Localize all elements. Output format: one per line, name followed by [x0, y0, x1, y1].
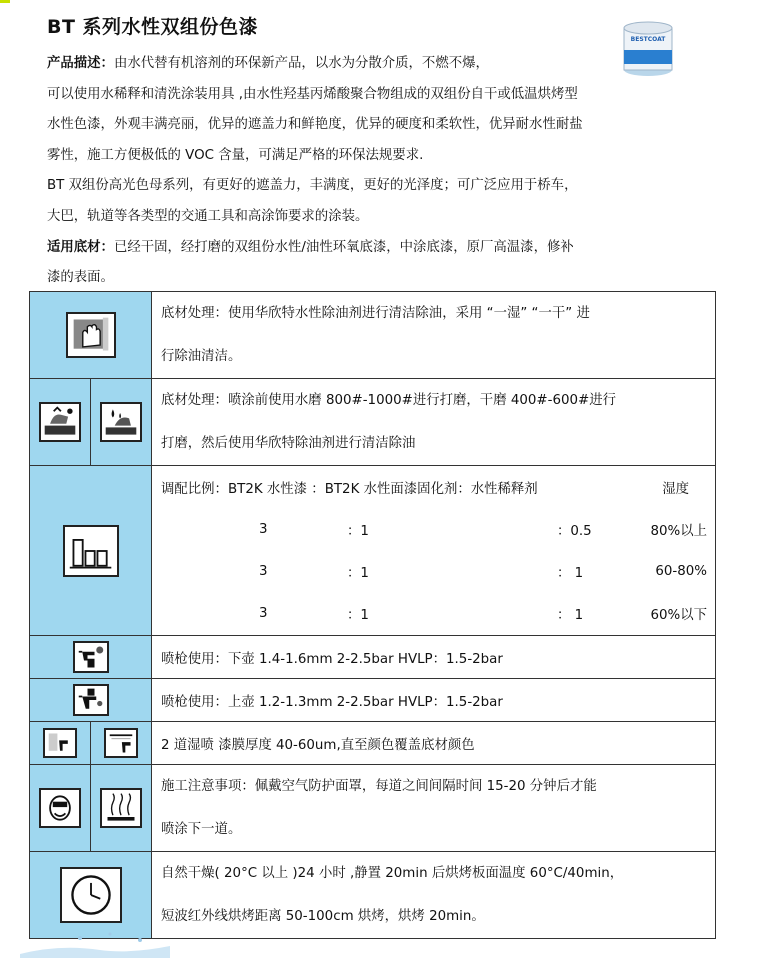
intro-section [47, 49, 707, 294]
table-row-mixing [30, 466, 716, 636]
icon-cell [30, 379, 91, 466]
cleaning-text: 底材处理：使用华欣特水性除油剂进行清洁除油，采用 “一湿” “一干” 进 行除油清洁。 [152, 292, 716, 379]
spray-coat-icon [43, 728, 77, 758]
substrate-label: 适用底材： [47, 239, 114, 255]
mixing-ratio-row: 3 ：1 ： 1 60%以下 [259, 606, 707, 623]
mixing-ratio-row: 3 ：1 ： 1 60-80% [259, 564, 707, 581]
table-row-notes [30, 765, 716, 852]
notes-text: 施工注意事项：佩戴空气防护面罩，每道之间间隔时间 15-20 分钟后才能 喷涂下一道。 [152, 765, 716, 852]
mixing-ratio-icon [63, 525, 119, 577]
spray-gun-upper-cup-icon [73, 684, 109, 716]
icon-cell [91, 379, 152, 466]
series-line-1: BT 双组份高光色母系列，有更好的遮盖力，丰满度，更好的光泽度；可广泛应用于桥车， [47, 178, 578, 194]
description-line-3: 水性色漆，外观丰满亮丽，优异的遮盖力和鲜艳度，优异的硬度和柔软性，优异耐水性耐盐 [47, 117, 583, 133]
table-row-drying [30, 852, 716, 939]
mixing-ratio-header: 调配比例：BT2K 水性漆 ：BT2K 水性面漆固化剂：水性稀释剂 湿度 [161, 482, 689, 497]
spray-gun-lower-cup-icon [73, 641, 109, 673]
table-row-coats [30, 722, 716, 765]
icon-cell [30, 852, 152, 939]
icon-cell [30, 636, 152, 679]
spray-gun-upper-text: 喷枪使用：上壶 1.2-1.3mm 2-2.5bar HVLP：1.5-2bar [152, 679, 716, 722]
icon-cell [30, 679, 152, 722]
application-spec-table [29, 291, 716, 939]
clock-icon [60, 867, 122, 923]
substrate-line-2: 漆的表面。 [47, 270, 114, 286]
substrate-line-1: 适用底材：已经干固，经打磨的双组份水性/油性环氧底漆，中涂底漆，原厂高温漆，修补 [47, 239, 574, 255]
table-row-sanding [30, 379, 716, 466]
icon-cell [30, 765, 91, 852]
table-row-spray-gun-upper [30, 679, 716, 722]
water-drop-sanding-icon [100, 402, 142, 442]
description-label: 产品描述： [47, 56, 114, 71]
description-line-2: 可以使用水稀释和清洗涂装用具 ,由水性羟基丙烯酸聚合物组成的双组份自干或低温烘烤型 [47, 86, 578, 102]
flash-off-icon [100, 788, 142, 828]
table-row-spray-gun-lower [30, 636, 716, 679]
drying-text: 自然干燥( 20°C 以上 )24 小时 ,静置 20min 后烘烤板面温度 60°C/40min， 短波红外线烘烤距离 50-100cm 烘烤，烘烤 20min。 [152, 852, 716, 939]
spray-booth-icon [104, 728, 138, 758]
respirator-mask-icon [39, 788, 81, 828]
icon-cell [91, 722, 152, 765]
series-line-2: 大巴，轨道等各类型的交通工具和高涂饰要求的涂装。 [47, 208, 369, 224]
sanding-text: 底材处理：喷涂前使用水磨 800#-1000#进行打磨，干磨 400#-600#进行 打磨，然后使用华欣特除油剂进行清洁除油 [152, 379, 716, 466]
mixing-ratio-text [152, 466, 716, 636]
icon-cell [30, 466, 152, 636]
page-title: BT 系列水性双组份色漆 [47, 16, 259, 38]
table-row-cleaning [30, 292, 716, 379]
description-line-1: 产品描述：由水代替有机溶剂的环保新产品，以水为分散介质，不燃不爆， [47, 56, 489, 71]
coats-text: 2 道湿喷 漆膜厚度 40-60um,直至颜色覆盖底材颜色 [152, 722, 716, 765]
hand-wipe-icon [66, 312, 116, 358]
water-splash-decoration [20, 930, 170, 958]
description-line-4: 雾性，施工方便极低的 VOC 含量，可满足严格的环保法规要求. [47, 147, 424, 163]
mixing-ratio-row: 3 ：1 ：0.5 80%以上 [259, 522, 707, 539]
spray-gun-lower-text: 喷枪使用：下壶 1.4-1.6mm 2-2.5bar HVLP：1.5-2bar [152, 636, 716, 679]
corner-accent [0, 0, 10, 3]
icon-cell [30, 722, 91, 765]
icon-cell [91, 765, 152, 852]
wet-sanding-icon [39, 402, 81, 442]
can-logo-text: BESTCOAT [630, 36, 666, 43]
icon-cell [30, 292, 152, 379]
